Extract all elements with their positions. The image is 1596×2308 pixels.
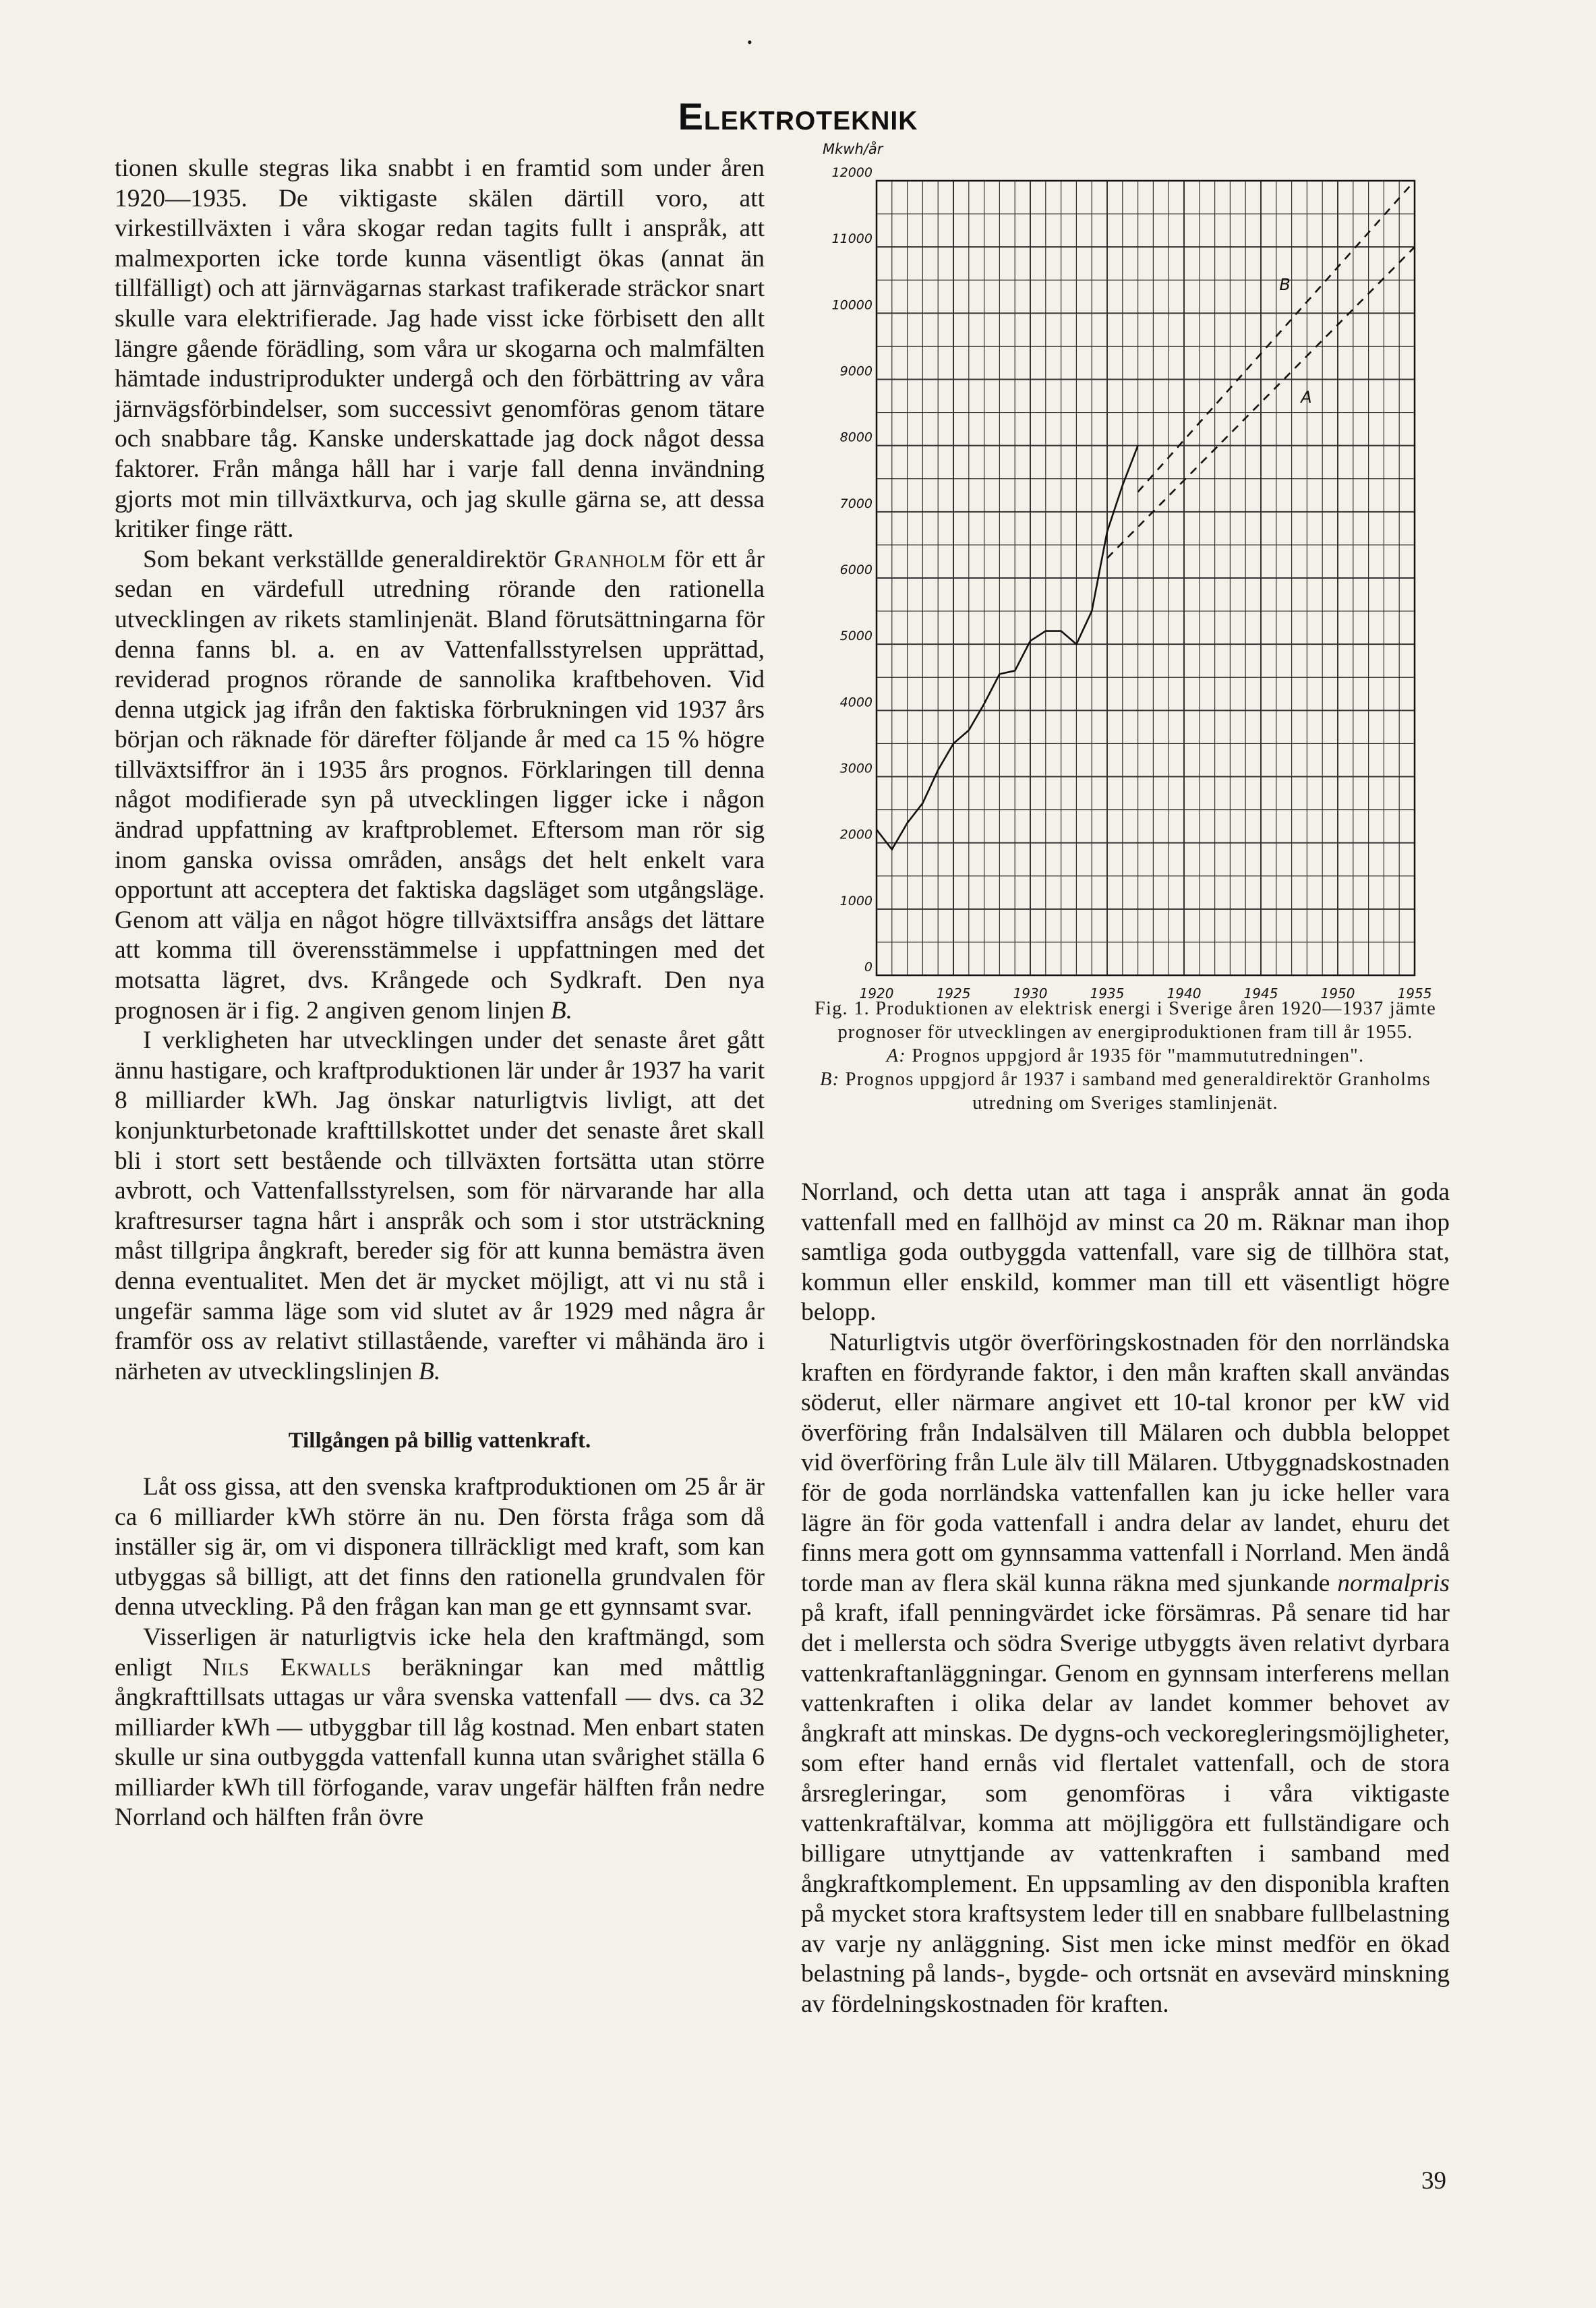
x-tick-label: 1955 xyxy=(1397,985,1432,1002)
y-tick-label: 3000 xyxy=(839,761,873,776)
text-run: beräkningar kan med måttlig ångkrafttillsats uttagas ur våra svenska vattenfall — dvs. ca 32 milliarder kWh — utbyggbar till låg kostnad. Men enbart staten skulle ur sina outbyggda vattenfall kunna utan svårighet ställa 6 milliarder kWh till förfogande, varav ungefär hälften från nedre Norrland och hälften från övre xyxy=(115,1653,765,1832)
paragraph xyxy=(115,1026,765,1387)
italic-label: B. xyxy=(550,996,573,1025)
top-mark: • xyxy=(747,34,752,51)
author-name: Nils Ekwalls xyxy=(202,1653,372,1681)
text-run: för ett år sedan en värdefull utredning rörande den rationella utvecklingen av rikets stamlinjenät. Bland förutsättningarna för denna fanns bl. a. en av Vattenfallsstyrelsen upprättad, reviderad prognos rörande de sannolika kraftbehoven. Vid denna utgick jag ifrån den faktiska förbrukningen vid 1937 års början och räknade för därefter följande år med ca 15 % högre tillväxtsiffror än i 1935 års prognos. Förklaringen till denna något modifierade syn på utvecklingen ligger icke i någon ändrad uppfattning av kraftproblemet. Eftersom man rör sig inom ganska ovissa områden, ansågs det helt enkelt vara opportunt att acceptera det faktiska dagsläget som utgångsläge. Genom att välja en något högre tillväxtsiffra ansågs det lättare att komma till överensstämmelse i uppfattningen med det motsatta lägret, dvs. Krångede och Sydkraft. Den nya prognosen är i fig. 2 angiven genom linjen xyxy=(115,545,765,1025)
page-title: Elektroteknik xyxy=(678,95,918,138)
text-run: Som bekant verkställde generaldirektör xyxy=(143,545,554,573)
paragraph: tionen skulle stegras lika snabbt i en framtid som under åren 1920—1935. De viktigaste skälen därtill voro, att virkestillväxten i våra skogar redan tagits fullt i anspråk, att malmexporten icke torde kunna väsentligt ökas (annat än tillfälligt) och att järnvägarnas starkast trafikerade sträckor snart skulle vara elektrifierade. Jag hade visst icke förbisett den allt längre gående förädling, som våra ur skogarna och malmfälten hämtade industriprodukter undergå och den förbättring av våra järnvägsförbindelser, som successivt genomföras genom tätare och snabbare tåg. Kanske underskattade jag dock något dessa faktorer. Från många håll har i varje fall denna invändning gjorts mot min tillväxtkurva, och jag skulle gärna se, att dessa kritiker finge rätt. xyxy=(115,154,765,544)
italic-term: normalpris xyxy=(1337,1569,1450,1597)
page-number: 39 xyxy=(1421,2167,1446,2195)
series-annotation-a: A xyxy=(1301,387,1312,407)
caption-text: Prognos uppgjord år 1935 för "mammututredningen". xyxy=(906,1045,1365,1066)
italic-label: B. xyxy=(418,1357,441,1385)
y-tick-label: 12000 xyxy=(831,165,873,180)
x-tick-label: 1925 xyxy=(936,985,971,1002)
x-tick-label: 1940 xyxy=(1166,985,1202,1002)
series-annotation-b: B xyxy=(1279,275,1291,294)
y-tick-label: 1000 xyxy=(839,893,873,908)
text-run: Visserligen är naturligtvis icke hela den kraftmängd, som enligt xyxy=(115,1623,765,1681)
caption-label: A: xyxy=(886,1045,906,1066)
y-tick-label: 5000 xyxy=(839,629,873,644)
paragraph: Låt oss gissa, att den svenska kraftproduktionen om 25 år är ca 6 milliarder kWh större än nu. Den första fråga som då inställer sig är, om vi disponera tillräckligt med kraft, som kan utbyggas så billigt, att det finns den rationella grundvalen för denna utveckling. På den frågan kan man ge ett gynnsamt svar. xyxy=(115,1472,765,1621)
author-name: Granholm xyxy=(554,545,667,573)
x-tick-label: 1920 xyxy=(859,985,894,1002)
y-tick-label: 6000 xyxy=(839,562,873,577)
caption-line: Fig. 1. Produktionen av elektrisk energi i Sverige åren 1920—1937 jämte prognoser för utvecklingen av energiproduktionen fram till år 1955. xyxy=(814,998,1437,1043)
figure-caption xyxy=(801,997,1450,1115)
text-run: Naturligtvis utgör överföringskostnaden för den norrländska kraften en fördyrande faktor, i den mån kraften skall användas söderut, eller närmare angivet ett 10-tal kronor per kW vid överföring från Indalsälven till Mälaren och dubbla beloppet vid överföring från Lule älv till Mälaren. Utbyggnadskostnaden för de goda norrländska vattenfallen kan ju icke heller vara lägre än för goda vattenfall i andra delar av landet, ehuru det finns mera gott om gynnsamma vattenfall i Norrland. Men ändå torde man av flera skäl kunna räkna med sjunkande xyxy=(801,1328,1450,1597)
paragraph xyxy=(801,1328,1450,2020)
series-line-actual xyxy=(877,446,1138,850)
y-tick-label: 4000 xyxy=(839,695,873,710)
left-column xyxy=(115,154,765,1833)
y-axis-label: Mkwh/år xyxy=(823,141,883,157)
x-tick-label: 1930 xyxy=(1013,985,1048,1002)
y-tick-label: 11000 xyxy=(831,231,873,247)
y-tick-label: 10000 xyxy=(831,297,873,313)
paragraph: Norrland, och detta utan att taga i anspråk annat än goda vattenfall med en fallhöjd av minst ca 20 m. Räknar man ihop samtliga goda outbyggda vattenfall, vare sig de tillhöra stat, kommun eller enskild, kommer man till ett väsentligt högre belopp. xyxy=(801,1178,1450,1327)
x-tick-label: 1950 xyxy=(1320,985,1355,1002)
x-tick-label: 1935 xyxy=(1090,985,1125,1002)
y-tick-label: 2000 xyxy=(839,827,873,842)
figure-chart xyxy=(796,135,1456,1012)
section-heading: Tillgången på billig vattenkraft. xyxy=(288,1429,591,1453)
y-tick-label: 0 xyxy=(864,960,873,975)
text-run: I verkligheten har utvecklingen under det senaste året gått ännu hastigare, och kraftproduktionen lär under år 1937 ha varit 8 milliarder kWh. Jag önskar naturligtvis livligt, att det konjunkturbetonade krafttillskottet under det senaste året skall bli i stort sett bestående och tillväxten fortsätta utan större avbrott, och Vattenfallsstyrelsen, som för närvarande har alla kraftresurser tagna hårt i anspråk och som i stor utsträckning måst tillgripa ångkraft, bereder sig för att kunna bemästra även denna eventualitet. Men det är mycket möjligt, att vi nu stå i ungefär samma läge som vid slutet av år 1929 med några år framför oss av relativt stillastående, varefter vi måhända äro i närheten av utvecklingslinjen xyxy=(115,1027,765,1385)
chart-svg xyxy=(796,135,1456,1012)
caption-line-a xyxy=(801,1044,1450,1068)
caption-line-b xyxy=(801,1068,1450,1115)
text-run: på kraft, ifall penningvärdet icke försämras. På senare tid har det i mellersta och södra Sverige utbyggts även relativt dyrbara vattenkraftanläggningar. Genom en gynnsam interferens mellan vattenkraften i olika delar av landet kommer behovet av ångkraft att minskas. De dygns-och veckoregleringsmöjligheter, som efter hand ernås vid flertalet vattenfall, och de stora årsregleringar, som genomföras i våra viktigaste vattenkraftälvar, komma att möjliggöra ett fullständigare och billigare utnyttjande av vattenkraften i samband med ångkraftkomplement. En uppsamling av den disponibla kraften på mycket stora kraftsystem leder till en snabbare fullbelastning av varje ny anläggning. Sist men icke minst medför en ökad belastning på lands-, bygde- och ortsnät en avsevärd minskning av fördelningskostnaden för kraften. xyxy=(801,1599,1450,2019)
y-tick-label: 7000 xyxy=(839,496,873,511)
x-tick-label: 1945 xyxy=(1243,985,1278,1002)
y-tick-label: 8000 xyxy=(839,430,873,445)
paragraph xyxy=(115,545,765,1027)
caption-text: Prognos uppgjord år 1937 i samband med generaldirektör Granholms utredning om Sveriges stamlinjenät. xyxy=(839,1069,1431,1114)
paragraph xyxy=(115,1623,765,1833)
caption-label: B: xyxy=(820,1069,840,1090)
y-tick-label: 9000 xyxy=(839,364,873,379)
right-column xyxy=(801,1178,1450,2020)
